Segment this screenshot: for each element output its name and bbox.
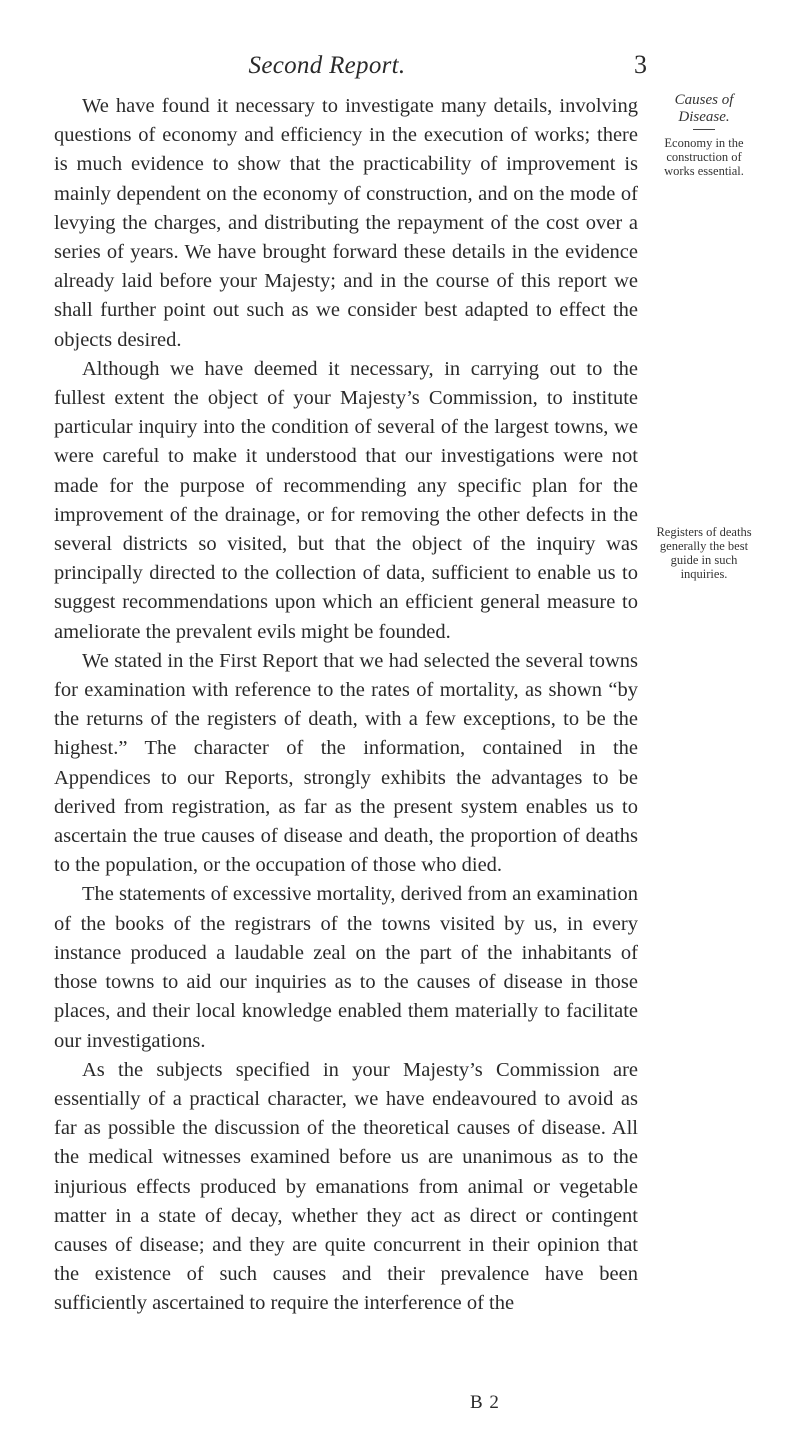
margin-note-rule: [693, 129, 715, 130]
running-head: Second Report.: [248, 52, 406, 79]
margin-note-registers: [650, 525, 758, 581]
margin-note-causes: [650, 92, 758, 178]
paragraph: Although we have deemed it necessary, in carrying out to the fullest extent the object of your Majesty’s Commission, to institute particular inquiry into the condition of several of the largest towns, we were careful to make it understood that our investigations were not made for the purpose of recommending any specific plan for the improvement of the drainage, or for removing the other defects in the several districts so visited, but that the object of the inquiry was principally directed to the collection of data, sufficient to enable us to suggest recommendations upon which an efficient general measure to ameliorate the prevalent evils might be founded.: [54, 357, 638, 643]
paragraph: We stated in the First Report that we had selected the several towns for examination with reference to the rates of mortality, as shown “by the returns of the registers of death, with a few exceptions, to be the highest.” The character of the information, contained in the Appendices to our Reports, strongly exhibits the advantages to be derived from registration, as far as the present system enables us to ascertain the true causes of disease and death, the proportion of deaths to the population, or the occupation of those who died.: [54, 649, 638, 877]
signature-mark: B 2: [470, 1392, 500, 1413]
body-text: [54, 92, 638, 1319]
paragraph: As the subjects specified in your Majesty’s Commission are essentially of a practical character, we have endeavoured to avoid as far as possible the discussion of the theoretical causes of disease. All the medical witnesses examined before us are unanimous as to the injurious effects produced by emanations from animal or vegetable matter in a state of decay, whether they act as direct or contingent causes of disease; and they are quite concurrent in their opinion that the existence of such causes and their prevalence have been sufficiently ascertained to require the interference of the: [54, 1058, 638, 1315]
paragraph: The statements of excessive mortality, derived from an examination of the books of the registrars of the towns visited by us, in every instance produced a laudable zeal on the part of the inhabitants of those towns to aid our inquiries as to the causes of disease in those places, and their local knowledge enabled them materially to facilitate our investigations.: [54, 883, 638, 1052]
margin-note-text: Economy in the construction of works essential.: [664, 136, 744, 178]
margin-note-text: Registers of deaths generally the best guide in such inquiries.: [656, 525, 752, 581]
page-number: 3: [634, 50, 647, 79]
margin-note-title: Causes of Disease.: [674, 92, 734, 125]
paragraph: We have found it necessary to investigate many details, involving questions of economy and efficiency in the execution of works; there is much evidence to show that the practicability of improvement is mainly dependent on the economy of construction, and on the mode of levying the charges, and distributing the repayment of the cost over a series of years. We have brought forward these details in the evidence already laid before your Majesty; and in the course of this report we shall further point out such as we consider best adapted to effect the objects desired.: [54, 95, 638, 351]
